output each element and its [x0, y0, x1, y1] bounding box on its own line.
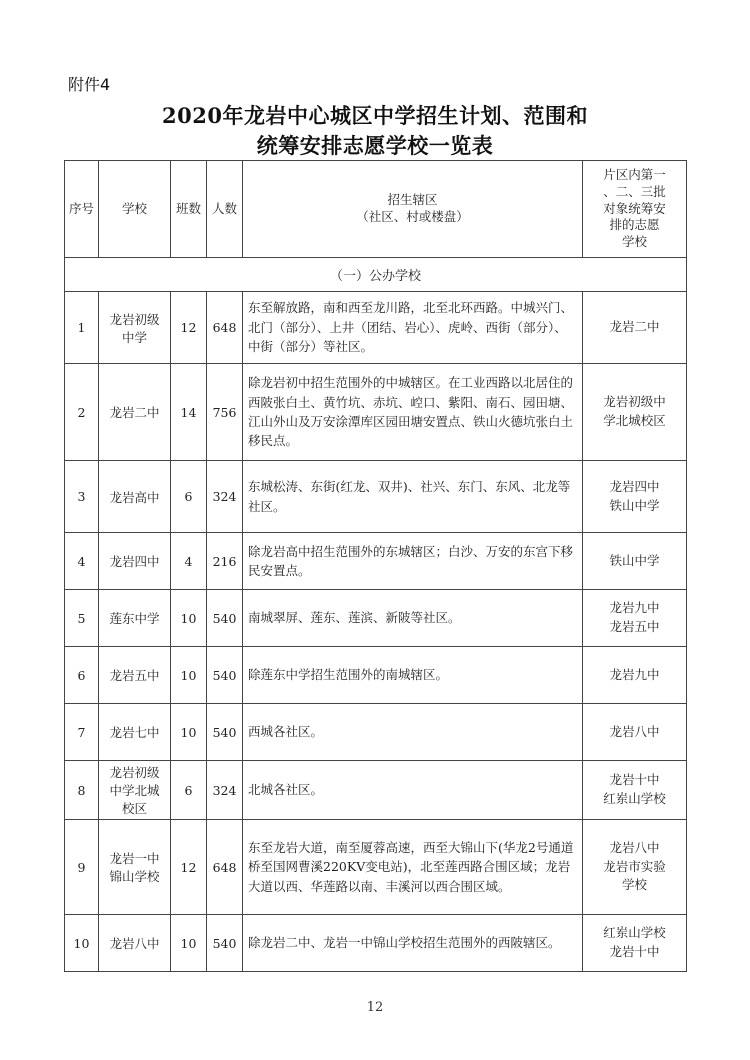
header-choice-line: 排的志愿: [609, 217, 660, 233]
row-school-line: 校区: [121, 801, 147, 816]
row-classes: 4: [171, 533, 207, 590]
row-choice: [583, 647, 687, 704]
row-classes: 10: [171, 647, 207, 704]
row-seq: 7: [65, 704, 99, 761]
enrollment-table: [64, 160, 687, 972]
header-area: [243, 161, 583, 258]
row-school: [99, 590, 171, 647]
table-row: [65, 461, 687, 533]
row-school-line: 龙岩初级: [109, 765, 160, 780]
row-area: 除龙岩高中招生范围外的东城辖区；白沙、万安的东宫下移民安置点。: [243, 533, 583, 590]
row-choice-line: 龙岩八中: [609, 839, 660, 855]
row-choice: [583, 533, 687, 590]
row-seq: 6: [65, 647, 99, 704]
row-school-line: 龙岩五中: [109, 668, 160, 683]
row-choice-line: 学校: [621, 877, 647, 893]
row-people: 540: [207, 590, 243, 647]
row-people: 540: [207, 704, 243, 761]
row-school-line: 龙岩二中: [109, 405, 160, 420]
row-school-line: 中学北城: [109, 783, 160, 798]
row-seq: 2: [65, 364, 99, 461]
row-people: 324: [207, 461, 243, 533]
row-choice: [583, 292, 687, 364]
table-row: [65, 533, 687, 590]
row-people: 648: [207, 292, 243, 364]
row-school: [99, 461, 171, 533]
row-choice-line: 龙岩市实验: [603, 858, 666, 874]
row-seq: 3: [65, 461, 99, 533]
row-seq: 5: [65, 590, 99, 647]
row-classes: 6: [171, 461, 207, 533]
row-area: 东至解放路，南和西至龙川路，北至北环西路。中城兴门、北门（部分）、上井（团结、岩心）、虎岭、西街（部分）、中街（部分）等社区。: [243, 292, 583, 364]
header-choice-line: 片区内第一: [603, 166, 666, 182]
header-classes: 班数: [171, 161, 207, 258]
table-row: [65, 292, 687, 364]
row-area: 除莲东中学招生范围外的南城辖区。: [243, 647, 583, 704]
row-choice: [583, 590, 687, 647]
row-area: 除龙岩二中、龙岩一中锦山学校招生范围外的西陂辖区。: [243, 915, 583, 972]
row-school-line: 龙岩高中: [109, 489, 160, 505]
header-area-line1: 招生辖区: [387, 192, 438, 208]
header-choice-line: 、二、三批: [603, 183, 666, 199]
row-choice-line: 铁山中学: [609, 497, 660, 513]
table-row: [65, 915, 687, 972]
table-row: [65, 590, 687, 647]
row-seq: 8: [65, 761, 99, 820]
row-choice-line: 龙岩初级中: [603, 394, 666, 410]
row-choice-line: 龙岩十中: [609, 944, 660, 959]
row-classes: 10: [171, 704, 207, 761]
row-classes: 10: [171, 590, 207, 647]
table-header-row: [65, 161, 687, 258]
row-choice: [583, 704, 687, 761]
row-choice-line: 龙岩四中: [609, 478, 660, 494]
row-choice-line: 学北城校区: [603, 413, 666, 428]
row-school: [99, 820, 171, 915]
header-area-line2: （社区、村或楼盘）: [356, 209, 469, 224]
row-choice: [583, 761, 687, 820]
row-classes: 12: [171, 292, 207, 364]
row-school-line: 龙岩七中: [109, 725, 160, 740]
table-row: [65, 647, 687, 704]
row-school-line: 锦山学校: [109, 869, 160, 884]
row-area: 西城各社区。: [243, 704, 583, 761]
row-school: [99, 364, 171, 461]
row-area: 南城翠屏、莲东、莲滨、新陂等社区。: [243, 590, 583, 647]
row-choice-line: 龙岩九中: [609, 600, 660, 616]
row-school-line: 龙岩一中: [109, 851, 160, 866]
row-choice-line: 红岽山学校: [603, 925, 666, 941]
page-title-line1: 2020年龙岩中心城区中学招生计划、范围和: [162, 103, 588, 128]
row-area: 东城松涛、东街(红龙、双井)、社兴、东门、东风、北龙等社区。: [243, 461, 583, 533]
table-row: [65, 364, 687, 461]
header-seq: 序号: [65, 161, 99, 258]
row-seq: 10: [65, 915, 99, 972]
row-seq: 1: [65, 292, 99, 364]
row-choice-line: 红岽山学校: [603, 791, 666, 806]
row-school-line: 莲东中学: [109, 611, 160, 626]
row-choice: [583, 461, 687, 533]
row-school-line: 中学: [121, 329, 147, 345]
page-title-line2: 统筹安排志愿学校一览表: [256, 133, 494, 158]
section-label: （一）公办学校: [65, 258, 687, 292]
row-choice-line: 龙岩八中: [609, 723, 660, 739]
row-school: [99, 761, 171, 820]
row-school: [99, 704, 171, 761]
row-school: [99, 292, 171, 364]
header-choice: [583, 161, 687, 258]
row-school: [99, 533, 171, 590]
row-people: 216: [207, 533, 243, 590]
row-classes: 6: [171, 761, 207, 820]
row-choice-line: 龙岩十中: [609, 772, 660, 788]
row-classes: 12: [171, 820, 207, 915]
row-school: [99, 915, 171, 972]
row-school-line: 龙岩四中: [109, 554, 160, 569]
row-area: 除龙岩初中招生范围外的中城辖区。在工业西路以北居住的西陂张白土、黄竹坑、赤坑、崆口、紫阳、南石、园田塘、江山外山及万安涂潭库区园田塘安置点、铁山火德坑张白土移民点。: [243, 364, 583, 461]
row-area: 北城各社区。: [243, 761, 583, 820]
row-school: [99, 647, 171, 704]
table-row: [65, 761, 687, 820]
page-number: 12: [366, 1000, 384, 1015]
row-classes: 10: [171, 915, 207, 972]
row-people: 756: [207, 364, 243, 461]
row-choice-line: 龙岩九中: [609, 666, 660, 682]
row-seq: 4: [65, 533, 99, 590]
header-choice-line: 对象统筹安: [603, 200, 666, 216]
row-classes: 14: [171, 364, 207, 461]
row-area: 东至龙岩大道，南至厦蓉高速，西至大锦山下(华龙2号通道桥至国网曹溪220KV变电站)，北至莲西路合围区域；龙岩大道以西、华莲路以南、丰溪河以西合围区域。: [243, 820, 583, 915]
row-choice-line: 铁山中学: [609, 552, 660, 568]
section-row-public: [65, 258, 687, 292]
row-seq: 9: [65, 820, 99, 915]
table-row: [65, 820, 687, 915]
table-row: [65, 704, 687, 761]
header-choice-line: 学校: [621, 234, 647, 250]
row-choice-line: 龙岩五中: [609, 619, 660, 634]
header-school: 学校: [99, 161, 171, 258]
row-school-line: 龙岩八中: [109, 936, 160, 951]
row-people: 648: [207, 820, 243, 915]
row-people: 540: [207, 647, 243, 704]
annex-label: 附件4: [68, 75, 111, 94]
row-choice: [583, 364, 687, 461]
row-choice: [583, 820, 687, 915]
row-choice-line: 龙岩二中: [609, 319, 660, 335]
row-people: 324: [207, 761, 243, 820]
header-people: 人数: [207, 161, 243, 258]
row-choice: [583, 915, 687, 972]
row-school-line: 龙岩初级: [109, 311, 160, 327]
row-people: 540: [207, 915, 243, 972]
